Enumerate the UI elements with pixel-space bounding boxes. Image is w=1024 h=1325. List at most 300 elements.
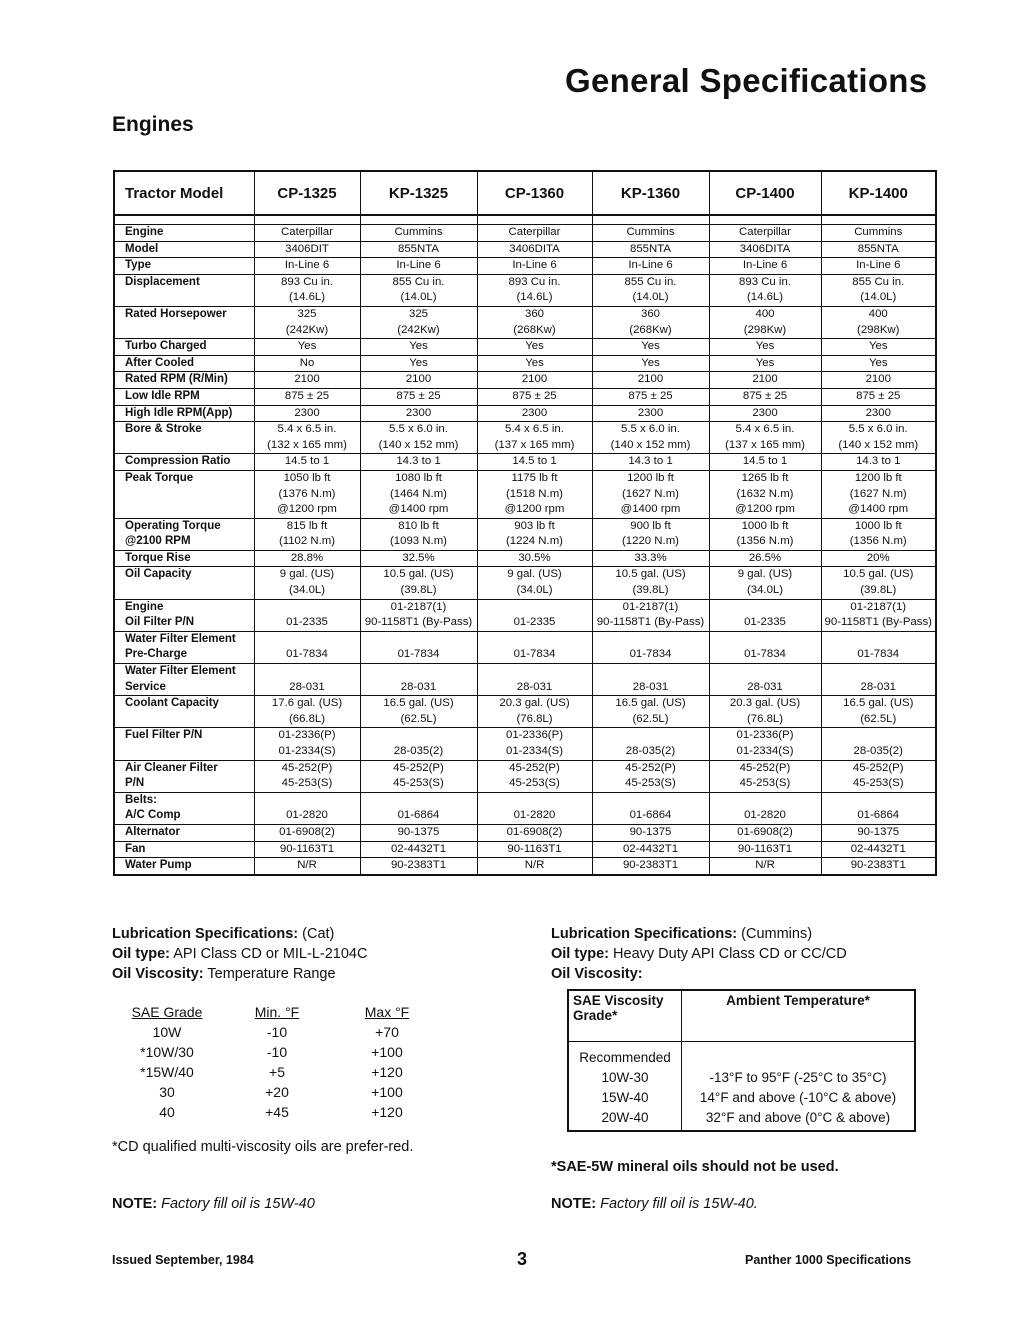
spec-cell-line: 16.5 gal. (US) xyxy=(843,697,914,710)
spec-cell xyxy=(821,306,936,338)
spec-cell xyxy=(477,225,592,242)
spec-cell xyxy=(821,339,936,356)
spec-cell xyxy=(477,518,592,550)
spec-cell-line: Caterpillar xyxy=(508,226,561,238)
spec-cell-line: 855 Cu in. xyxy=(392,275,445,288)
spec-cell-line: 45-252(P) xyxy=(852,761,904,774)
cummins-note xyxy=(551,1194,758,1214)
spec-label-line: Water Filter Element xyxy=(125,665,236,678)
cat-lube-spec-value: (Cat) xyxy=(302,926,335,942)
spec-cell-line: 10.5 gal. (US) xyxy=(383,568,454,581)
spec-label-line: Water Pump xyxy=(125,859,192,872)
spec-cell-line: 45-253(S) xyxy=(625,777,676,790)
spec-cell xyxy=(821,760,936,792)
spec-cell-line: @1400 rpm xyxy=(388,503,449,516)
spec-row xyxy=(114,405,936,422)
cummins-lube-spec-value: (Cummins) xyxy=(741,926,813,942)
spec-cell xyxy=(709,858,821,875)
cummins-header-temp: Ambient Temperature* xyxy=(682,990,916,1042)
spec-cell-line: In-Line 6 xyxy=(628,259,673,272)
spec-table-gap-row xyxy=(114,215,936,225)
spec-cell xyxy=(360,567,477,599)
spec-cell-line: 893 Cu in. xyxy=(281,275,333,288)
spec-cell-line: 01-6908(2) xyxy=(506,825,563,838)
spec-cell-line: 90-1375 xyxy=(629,825,672,838)
spec-cell-line: 855 Cu in. xyxy=(624,275,677,288)
spec-cell-line: 14.3 to 1 xyxy=(628,455,673,468)
sae-cell: +20 xyxy=(265,1084,289,1100)
spec-cell-line: Yes xyxy=(525,356,544,369)
cummins-temp-0: -13°F to 95°F (-25°C to 35°C) xyxy=(709,1070,887,1085)
spec-cell-line: 26.5% xyxy=(748,551,782,564)
spec-cell-line: 01-2334(S) xyxy=(736,745,794,757)
spec-row xyxy=(114,841,936,858)
spec-cell xyxy=(360,422,477,454)
spec-label-line: Service xyxy=(125,680,166,693)
spec-row xyxy=(114,792,936,824)
spec-cell-line: (39.8L) xyxy=(400,584,437,597)
spec-cell-line: 400 xyxy=(755,307,775,320)
spec-cell xyxy=(360,550,477,567)
spec-cell-line: 5.5 x 6.0 in. xyxy=(389,423,448,436)
spec-cell-line: 10.5 gal. (US) xyxy=(843,568,914,581)
spec-cell xyxy=(360,274,477,306)
spec-cell-line: 1000 lb ft xyxy=(741,519,789,532)
spec-cell-line: 875 ± 25 xyxy=(284,389,330,402)
spec-cell-line: 01-6864 xyxy=(397,809,440,822)
cummins-note-text: Factory fill oil is 15W-40. xyxy=(600,1196,758,1212)
spec-cell xyxy=(821,841,936,858)
cat-sae-table xyxy=(112,1002,452,1122)
spec-cell xyxy=(360,631,477,663)
spec-cell-line xyxy=(822,632,936,648)
spec-cell-line: Cummins xyxy=(626,226,675,238)
spec-cell-line: (1220 N.m) xyxy=(622,535,679,548)
spec-cell-line: 28-035(2) xyxy=(625,745,676,757)
spec-cell-line: 1175 lb ft xyxy=(511,471,558,484)
spec-cell xyxy=(821,405,936,422)
spec-cell xyxy=(254,760,360,792)
spec-cell-line: 893 Cu in. xyxy=(739,275,791,288)
spec-cell-line: 875 ± 25 xyxy=(396,389,441,402)
spec-cell xyxy=(592,372,709,389)
spec-cell-line xyxy=(822,664,936,680)
spec-row xyxy=(114,824,936,841)
spec-cell xyxy=(360,454,477,471)
spec-cell-line: 01-2820 xyxy=(286,809,328,822)
spec-cell-line: 2300 xyxy=(405,406,432,419)
spec-cell xyxy=(254,792,360,824)
cummins-viscosity-label: Oil Viscosity: xyxy=(551,966,643,982)
spec-cell xyxy=(592,599,709,631)
spec-cell-line: (298Kw) xyxy=(857,323,900,336)
spec-cell-line: 01-2187(1) xyxy=(390,600,447,613)
spec-cell-line xyxy=(255,632,360,648)
cat-footnote: *CD qualified multi-viscosity oils are prefer-red. xyxy=(112,1139,414,1155)
spec-cell-line: 20.3 gal. (US) xyxy=(499,697,570,710)
spec-cell xyxy=(477,470,592,518)
spec-cell xyxy=(360,599,477,631)
spec-cell xyxy=(254,422,360,454)
spec-cell-line: 45-253(S) xyxy=(393,777,444,790)
spec-cell-line: (66.8L) xyxy=(288,712,326,725)
spec-cell-line: 28-031 xyxy=(632,680,669,693)
spec-cell xyxy=(592,355,709,372)
spec-cell-line: 1200 lb ft xyxy=(854,471,902,484)
spec-row-label xyxy=(114,422,254,454)
spec-cell-line: 14.5 to 1 xyxy=(512,455,557,468)
spec-cell xyxy=(592,841,709,858)
spec-cell-line: Yes xyxy=(868,340,888,353)
header-model-kp-1400: KP-1400 xyxy=(821,171,936,215)
spec-row-label xyxy=(114,339,254,356)
spec-cell xyxy=(821,518,936,550)
spec-cell-line: 02-4432T1 xyxy=(850,842,906,855)
spec-cell-line: In-Line 6 xyxy=(742,259,788,272)
spec-cell-line: (1627 N.m) xyxy=(849,487,907,500)
spec-cell-line xyxy=(822,728,936,744)
spec-cell-line: 01-2334(S) xyxy=(278,745,336,757)
cat-note xyxy=(112,1194,315,1214)
spec-label-line: Model xyxy=(125,242,159,255)
spec-cell xyxy=(254,696,360,728)
spec-cell-line: 2300 xyxy=(294,406,320,419)
spec-row xyxy=(114,518,936,550)
cummins-lube-block xyxy=(551,924,847,984)
spec-cell xyxy=(254,728,360,760)
spec-cell-line: 90-2383T1 xyxy=(622,859,679,872)
spec-cell-line: 16.5 gal. (US) xyxy=(383,697,454,710)
spec-cell-line: (140 x 152 mm) xyxy=(838,438,919,451)
spec-cell-line: 28-031 xyxy=(747,680,783,693)
spec-row xyxy=(114,388,936,405)
spec-cell xyxy=(477,728,592,760)
spec-cell xyxy=(592,824,709,841)
spec-cell-line: 45-253(S) xyxy=(739,777,791,790)
spec-cell xyxy=(360,792,477,824)
spec-cell-line xyxy=(593,728,709,744)
spec-cell xyxy=(477,241,592,258)
sae-cell: -10 xyxy=(266,1024,288,1040)
spec-cell xyxy=(821,422,936,454)
spec-cell-line: @1200 rpm xyxy=(277,503,337,516)
spec-cell-line: 855NTA xyxy=(857,242,899,255)
sae-cell: +70 xyxy=(375,1024,399,1040)
spec-cell xyxy=(477,567,592,599)
spec-cell-line: (132 x 165 mm) xyxy=(267,438,347,451)
spec-cell xyxy=(254,306,360,338)
spec-cell-line xyxy=(593,664,709,680)
spec-cell-line: (14.0L) xyxy=(400,291,437,304)
spec-label-line: Low Idle RPM xyxy=(125,389,200,402)
spec-cell xyxy=(821,858,936,875)
spec-row-label xyxy=(114,792,254,824)
spec-cell-line: 45-253(S) xyxy=(509,777,560,790)
sae-grade-column xyxy=(112,1002,222,1122)
spec-cell xyxy=(592,728,709,760)
spec-cell-line: No xyxy=(299,356,315,369)
spec-cell xyxy=(821,470,936,518)
spec-cell-line: @1200 rpm xyxy=(504,503,565,516)
spec-cell-line: (1518 N.m) xyxy=(506,487,563,500)
spec-label-line: Compression Ratio xyxy=(125,455,231,468)
spec-cell-line: Yes xyxy=(755,340,775,353)
spec-cell-line: 400 xyxy=(868,307,888,320)
spec-cell-line: 3406DIT xyxy=(285,242,329,255)
spec-label-line: Fan xyxy=(125,842,146,855)
spec-cell xyxy=(360,372,477,389)
spec-cell xyxy=(360,258,477,275)
header-model-kp-1360: KP-1360 xyxy=(592,171,709,215)
spec-cell xyxy=(709,792,821,824)
spec-cell xyxy=(592,470,709,518)
spec-cell xyxy=(709,355,821,372)
spec-cell-line xyxy=(255,600,360,616)
spec-cell-line: (62.5L) xyxy=(632,712,669,725)
cummins-viscosity-table xyxy=(567,989,916,1132)
spec-cell-line: Caterpillar xyxy=(739,226,791,238)
spec-cell-line: (62.5L) xyxy=(860,712,897,725)
spec-label-line: Rated RPM (R/Min) xyxy=(125,373,228,386)
spec-cell-line: 2300 xyxy=(521,406,548,419)
spec-cell-line: Yes xyxy=(641,340,660,353)
spec-cell-line: 893 Cu in. xyxy=(508,275,561,288)
sae-cell: 40 xyxy=(159,1104,175,1120)
spec-cell xyxy=(821,664,936,696)
cummins-temp-1: 14°F and above (-10°C & above) xyxy=(699,1090,897,1105)
spec-cell-line: N/R xyxy=(524,859,545,872)
spec-cell-line: Yes xyxy=(641,356,660,369)
spec-cell-line: 14.5 to 1 xyxy=(742,455,788,468)
spec-cell-line: 33.3% xyxy=(634,551,667,564)
spec-cell-line: 01-2335 xyxy=(744,616,786,629)
spec-cell xyxy=(360,824,477,841)
spec-cell-line: N/R xyxy=(755,859,775,872)
spec-cell xyxy=(821,550,936,567)
spec-cell xyxy=(592,696,709,728)
spec-cell xyxy=(477,422,592,454)
spec-label-line: Water Filter Element xyxy=(125,632,236,645)
spec-label-line: Belts: xyxy=(125,793,157,806)
spec-row-label xyxy=(114,518,254,550)
spec-cell-line: 30.5% xyxy=(518,551,551,564)
spec-label-line: Pre-Charge xyxy=(125,648,187,661)
spec-row xyxy=(114,306,936,338)
spec-cell-line: 32.5% xyxy=(402,551,435,564)
sae-cell: +100 xyxy=(371,1084,403,1100)
spec-row-label xyxy=(114,241,254,258)
spec-cell-line: 360 xyxy=(524,307,544,320)
spec-cell-line: 1200 lb ft xyxy=(627,471,674,484)
spec-cell xyxy=(254,550,360,567)
spec-cell-line: 01-7834 xyxy=(629,648,672,661)
spec-cell-line: 2100 xyxy=(294,373,320,386)
cummins-grade-2: 20W-40 xyxy=(601,1110,649,1125)
spec-cell-line: (1356 N.m) xyxy=(849,535,907,548)
spec-cell xyxy=(477,599,592,631)
spec-cell xyxy=(477,405,592,422)
gap-cell xyxy=(709,215,821,225)
spec-cell xyxy=(477,631,592,663)
spec-cell-line: 14.3 to 1 xyxy=(856,455,901,468)
spec-cell xyxy=(709,631,821,663)
spec-cell-line: Yes xyxy=(409,340,428,353)
spec-label-line: Peak Torque xyxy=(125,471,194,484)
spec-cell xyxy=(709,518,821,550)
spec-label-line: Turbo Charged xyxy=(125,340,207,353)
spec-cell-line: Caterpillar xyxy=(281,226,333,238)
spec-cell-line: 45-253(S) xyxy=(281,777,333,790)
spec-cell-line xyxy=(710,600,821,616)
spec-cell-line: 01-2187(1) xyxy=(622,600,679,613)
spec-cell xyxy=(821,241,936,258)
spec-cell-line: 3406DITA xyxy=(509,242,560,255)
spec-cell xyxy=(592,631,709,663)
spec-cell xyxy=(592,567,709,599)
spec-cell xyxy=(360,405,477,422)
header-model-cp-1400: CP-1400 xyxy=(709,171,821,215)
spec-cell-line: 875 ± 25 xyxy=(856,389,901,402)
spec-cell-line: 90-1158T1 (By-Pass) xyxy=(596,616,705,629)
spec-cell-line: 90-1163T1 xyxy=(737,842,793,855)
spec-cell-line: (1093 N.m) xyxy=(390,535,447,548)
spec-row xyxy=(114,241,936,258)
spec-row-label xyxy=(114,225,254,242)
spec-cell-line: 9 gal. (US) xyxy=(507,568,562,581)
spec-cell xyxy=(254,372,360,389)
spec-cell xyxy=(254,599,360,631)
spec-cell xyxy=(477,792,592,824)
cat-oil-type-label: Oil type: xyxy=(112,946,171,962)
spec-cell-line: (14.0L) xyxy=(632,291,669,304)
spec-cell-line: 45-252(P) xyxy=(281,761,333,774)
spec-cell-line: 28-035(2) xyxy=(393,745,444,757)
spec-cell xyxy=(821,792,936,824)
spec-cell-line: 815 lb ft xyxy=(286,519,328,532)
spec-cell-line: (34.0L) xyxy=(288,584,326,597)
spec-cell-line: 01-7834 xyxy=(857,648,900,661)
spec-cell-line: 28-031 xyxy=(516,680,553,693)
spec-cell xyxy=(592,664,709,696)
spec-cell-line: (14.0L) xyxy=(860,291,897,304)
spec-cell xyxy=(360,760,477,792)
spec-row xyxy=(114,567,936,599)
spec-cell xyxy=(709,306,821,338)
spec-row-label xyxy=(114,274,254,306)
header-tractor-model: Tractor Model xyxy=(114,171,254,215)
spec-row-label xyxy=(114,372,254,389)
spec-cell xyxy=(821,454,936,471)
spec-row-label xyxy=(114,664,254,696)
spec-cell-line: (298Kw) xyxy=(743,323,787,336)
spec-cell xyxy=(477,858,592,875)
spec-row-label xyxy=(114,696,254,728)
spec-cell-line xyxy=(710,793,821,809)
sae-cell: 30 xyxy=(159,1084,175,1100)
spec-cell xyxy=(254,388,360,405)
spec-cell-line: 90-1163T1 xyxy=(507,842,562,855)
spec-cell-line: 90-2383T1 xyxy=(390,859,447,872)
spec-cell xyxy=(592,306,709,338)
sae-min-column xyxy=(232,1002,322,1122)
spec-cell xyxy=(254,405,360,422)
cat-lube-block xyxy=(112,924,367,984)
spec-cell xyxy=(709,760,821,792)
spec-cell-line: (34.0L) xyxy=(516,584,553,597)
spec-cell xyxy=(254,567,360,599)
spec-cell-line: Cummins xyxy=(854,226,903,238)
spec-cell-line xyxy=(361,632,477,648)
footer-issued: Issued September, 1984 xyxy=(112,1253,254,1267)
sae-cell: +100 xyxy=(371,1044,403,1060)
spec-cell xyxy=(592,422,709,454)
spec-cell-line xyxy=(478,664,592,680)
spec-cell-line: 01-2334(S) xyxy=(506,745,563,757)
spec-cell-line: 45-252(P) xyxy=(739,761,791,774)
spec-cell xyxy=(709,550,821,567)
spec-cell-line: 9 gal. (US) xyxy=(279,568,335,581)
spec-cell-line: 3406DITA xyxy=(739,242,791,255)
spec-row-label xyxy=(114,550,254,567)
spec-label-line: Displacement xyxy=(125,275,200,288)
spec-cell-line: 16.5 gal. (US) xyxy=(615,697,686,710)
spec-cell xyxy=(477,760,592,792)
spec-cell-line: 45-252(P) xyxy=(509,761,560,774)
spec-cell xyxy=(592,858,709,875)
spec-cell-line xyxy=(593,632,709,648)
spec-row xyxy=(114,550,936,567)
spec-row xyxy=(114,274,936,306)
spec-cell-line xyxy=(710,632,821,648)
header-model-cp-1360: CP-1360 xyxy=(477,171,592,215)
spec-cell-line: 855 Cu in. xyxy=(852,275,905,288)
spec-cell-line: (39.8L) xyxy=(632,584,669,597)
spec-cell xyxy=(709,372,821,389)
spec-cell xyxy=(821,388,936,405)
cat-lube-spec-label: Lubrication Specifications: xyxy=(112,926,299,942)
spec-row xyxy=(114,339,936,356)
spec-row-label xyxy=(114,470,254,518)
spec-cell-line: 875 ± 25 xyxy=(742,389,788,402)
spec-cell-line xyxy=(593,793,709,809)
spec-cell-line: 5.4 x 6.5 in. xyxy=(277,423,337,436)
spec-cell-line: (76.8L) xyxy=(516,712,553,725)
spec-cell-line: 10.5 gal. (US) xyxy=(615,568,686,581)
spec-label-line: Operating Torque xyxy=(125,519,221,532)
spec-cell xyxy=(821,355,936,372)
spec-cell xyxy=(477,274,592,306)
gap-cell xyxy=(360,215,477,225)
spec-cell xyxy=(592,225,709,242)
spec-label-line: Oil Capacity xyxy=(125,568,192,581)
spec-cell-line: 2300 xyxy=(752,406,778,419)
spec-cell xyxy=(254,858,360,875)
spec-cell xyxy=(592,550,709,567)
spec-cell xyxy=(360,241,477,258)
spec-cell-line xyxy=(361,664,477,680)
spec-cell-line: 01-6908(2) xyxy=(737,825,793,838)
spec-cell xyxy=(477,258,592,275)
spec-label-line: Engine xyxy=(125,600,164,613)
cummins-header-grade: SAE Viscosity Grade* xyxy=(568,990,682,1042)
recommended-label: Recommended xyxy=(579,1050,671,1065)
spec-cell-line: 2100 xyxy=(865,373,891,386)
cummins-temp-2: 32°F and above (0°C & above) xyxy=(705,1110,891,1125)
spec-row-label xyxy=(114,841,254,858)
spec-label-line: Fuel Filter P/N xyxy=(125,729,203,742)
spec-cell-line: Yes xyxy=(297,340,317,353)
spec-row xyxy=(114,372,936,389)
